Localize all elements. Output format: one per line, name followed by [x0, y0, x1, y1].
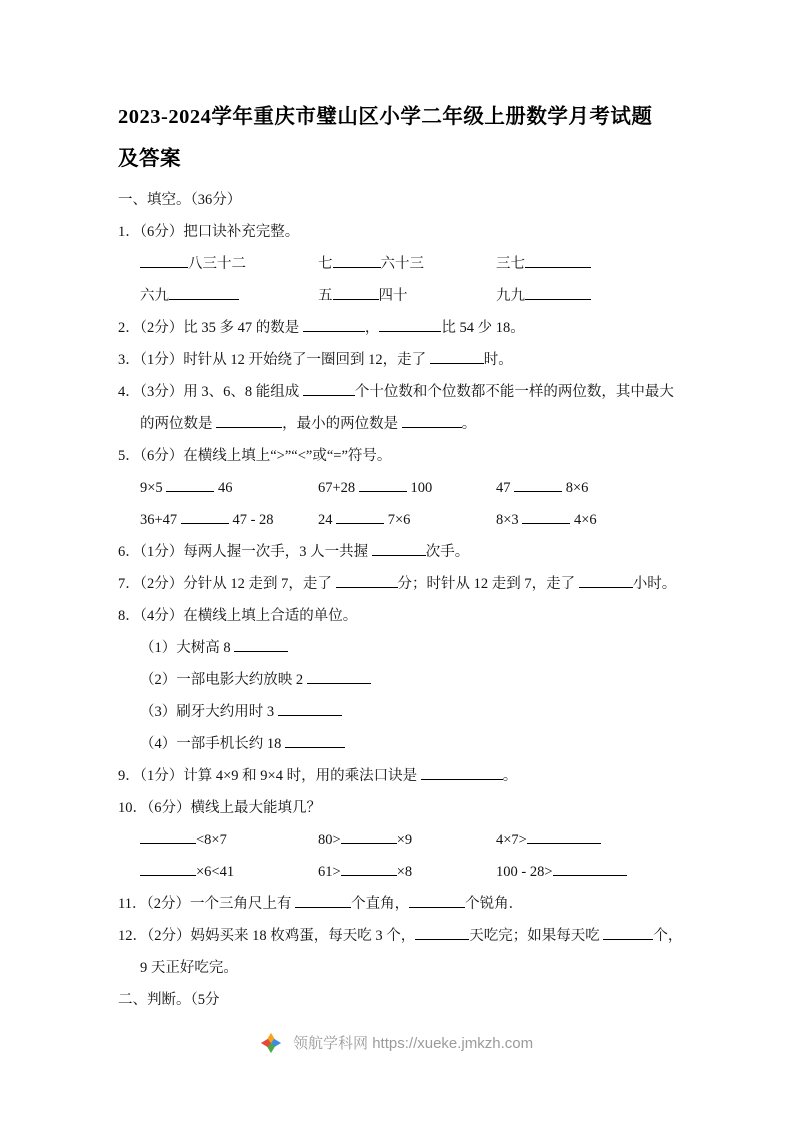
site-logo-icon [260, 1032, 282, 1058]
q5-row-1 [118, 472, 683, 504]
column [140, 472, 318, 504]
column [140, 504, 318, 536]
column [140, 856, 318, 888]
answer-blank [514, 478, 562, 492]
text-segment: 九九 [496, 288, 525, 304]
text-segment: 5．（6分）在横线上填上“>”“<”或“=”符号。 [118, 448, 392, 464]
text-segment: 8×6 [562, 480, 589, 496]
answer-blank [341, 830, 397, 844]
answer-blank [336, 510, 384, 524]
text-segment: 天吃完；如果每天吃 [469, 928, 604, 944]
document-title [118, 96, 683, 180]
column [318, 504, 496, 536]
answer-blank [359, 478, 407, 492]
column [140, 248, 318, 280]
text-segment: 三七 [496, 256, 525, 272]
text-segment: 4×6 [570, 512, 597, 528]
text-segment: 2．（2分）比 35 多 47 的数是 [118, 320, 303, 336]
text-segment: 个直角， [351, 896, 410, 912]
column [318, 248, 496, 280]
text-segment: 8×3 [496, 512, 523, 528]
text-segment: 个十位数和个位数都不能一样的两位数，其中最大 [354, 384, 674, 400]
text-segment: 小时。 [632, 576, 677, 592]
text-segment: 36+47 [140, 512, 181, 528]
q1-row-1 [118, 248, 683, 280]
text-segment: 6．（1分）每两人握一次手，3 人一共握 [118, 544, 372, 560]
text-segment: 47 - 28 [228, 512, 274, 528]
answer-blank [303, 318, 365, 332]
text-segment: 的两位数是 [140, 416, 217, 432]
answer-blank [140, 830, 196, 844]
answer-blank [285, 734, 345, 748]
answer-blank [415, 926, 469, 940]
text-segment: 个， [653, 928, 683, 944]
answer-blank [525, 254, 591, 268]
section-1-heading [118, 184, 683, 216]
text-segment: 二、判断。（5分 [118, 992, 220, 1008]
text-segment: 7×6 [384, 512, 411, 528]
text-segment: 11．（2分）一个三角尺上有 [118, 896, 296, 912]
q6-stem [118, 536, 683, 568]
answer-blank [409, 894, 465, 908]
answer-blank [553, 862, 627, 876]
answer-blank [166, 478, 214, 492]
text-segment: ， [364, 320, 380, 336]
q10-row-1 [118, 824, 683, 856]
answer-blank [522, 510, 570, 524]
text-segment: 46 [214, 480, 233, 496]
text-segment: 9．（1分）计算 4×9 和 9×4 时，用的乘法口诀是 [118, 768, 421, 784]
answer-blank [140, 862, 196, 876]
q10-row-2 [118, 856, 683, 888]
answer-blank [421, 766, 503, 780]
column [318, 280, 496, 312]
text-segment: 80> [318, 832, 341, 848]
text-segment: 7．（2分）分针从 12 走到 7，走了 [118, 576, 336, 592]
q5-row-2 [118, 504, 683, 536]
answer-blank [307, 670, 371, 684]
text-segment: 10．（6分）横线上最大能填几？ [118, 800, 321, 816]
text-segment: 4．（3分）用 3、6、8 能组成 [118, 384, 303, 400]
section-2-heading [118, 984, 683, 1016]
q10-stem [118, 792, 683, 824]
text-segment: 100 [406, 480, 433, 496]
text-segment: 9×5 [140, 480, 167, 496]
text-segment: <8×7 [196, 832, 227, 848]
text-segment: 67+28 [318, 480, 359, 496]
text-segment: ×8 [396, 864, 413, 880]
answer-blank [181, 510, 229, 524]
answer-blank [216, 414, 282, 428]
document-lines [118, 184, 683, 1016]
q8-stem [118, 600, 683, 632]
answer-blank [303, 382, 355, 396]
text-segment: 次手。 [425, 544, 470, 560]
answer-blank [402, 414, 462, 428]
answer-blank [333, 254, 381, 268]
text-segment: （4）一部手机长约 18 [140, 736, 285, 752]
answer-blank [169, 286, 239, 300]
q8-item-2 [118, 664, 683, 696]
text-segment: 五 [318, 288, 333, 304]
q9-stem [118, 760, 683, 792]
q12-line-1 [118, 920, 683, 952]
q7-stem [118, 568, 683, 600]
answer-blank [278, 702, 342, 716]
answer-blank [234, 638, 288, 652]
text-segment: 1．（6分）把口诀补充完整。 [118, 224, 300, 240]
q8-item-1 [118, 632, 683, 664]
answer-blank [295, 894, 351, 908]
q1-stem [118, 216, 683, 248]
answer-blank [579, 574, 633, 588]
column [496, 280, 674, 312]
text-segment: （3）刷牙大约用时 3 [140, 704, 278, 720]
text-segment: 4×7> [496, 832, 527, 848]
answer-blank [603, 926, 653, 940]
text-segment: 八三十二 [188, 256, 246, 272]
answer-blank [525, 286, 591, 300]
title-line-2: 及答案 [118, 148, 181, 170]
column [496, 472, 674, 504]
text-segment: （1）大树高 8 [140, 640, 235, 656]
text-segment: 比 54 少 18。 [441, 320, 525, 336]
answer-blank [430, 350, 484, 364]
text-segment: 一、填空。（36分） [118, 192, 242, 208]
text-segment: 47 [496, 480, 515, 496]
text-segment: 61> [318, 864, 341, 880]
column [496, 504, 674, 536]
answer-blank [140, 254, 188, 268]
answer-blank [341, 862, 397, 876]
q4-line-2 [118, 408, 683, 440]
column [496, 856, 674, 888]
column [496, 824, 674, 856]
text-segment: （2）一部电影大约放映 2 [140, 672, 307, 688]
column [496, 248, 674, 280]
q11-stem [118, 888, 683, 920]
q2-stem [118, 312, 683, 344]
column [318, 472, 496, 504]
text-segment: 8．（4分）在横线上填上合适的单位。 [118, 608, 358, 624]
answer-blank [372, 542, 426, 556]
watermark [0, 1032, 793, 1058]
watermark-text: 领航学科网 https://xueke.jmkzh.com [293, 1035, 534, 1052]
text-segment: 3．（1分）时针从 12 开始绕了一圈回到 12，走了 [118, 352, 430, 368]
text-segment: 四十 [378, 288, 408, 304]
q4-line-1 [118, 376, 683, 408]
text-segment: ×9 [396, 832, 413, 848]
q8-item-3 [118, 696, 683, 728]
answer-blank [333, 286, 379, 300]
column [318, 824, 496, 856]
text-segment: ×6<41 [196, 864, 235, 880]
q3-stem [118, 344, 683, 376]
text-segment: 六十三 [380, 256, 424, 272]
q1-row-2 [118, 280, 683, 312]
q5-stem [118, 440, 683, 472]
column [318, 856, 496, 888]
text-segment: 100 - 28> [496, 864, 553, 880]
text-segment: 个锐角． [465, 896, 524, 912]
text-segment: 12．（2分）妈妈买来 18 枚鸡蛋，每天吃 3 个， [118, 928, 416, 944]
q12-line-2 [118, 952, 683, 984]
text-segment: ，最小的两位数是 [282, 416, 402, 432]
text-segment: 七 [318, 256, 333, 272]
text-segment: 六九 [140, 288, 169, 304]
answer-blank [379, 318, 441, 332]
answer-blank [336, 574, 398, 588]
answer-blank [527, 830, 601, 844]
q8-item-4 [118, 728, 683, 760]
text-segment: 。 [502, 768, 518, 784]
text-segment: 24 [318, 512, 337, 528]
column [140, 280, 318, 312]
title-line-1: 2023-2024学年重庆市璧山区小学二年级上册数学月考试题 [118, 106, 653, 128]
text-segment: 。 [461, 416, 477, 432]
text-segment: 时。 [483, 352, 513, 368]
text-segment: 分；时针从 12 走到 7，走了 [397, 576, 579, 592]
text-segment: 9 天正好吃完。 [140, 960, 238, 976]
column [140, 824, 318, 856]
